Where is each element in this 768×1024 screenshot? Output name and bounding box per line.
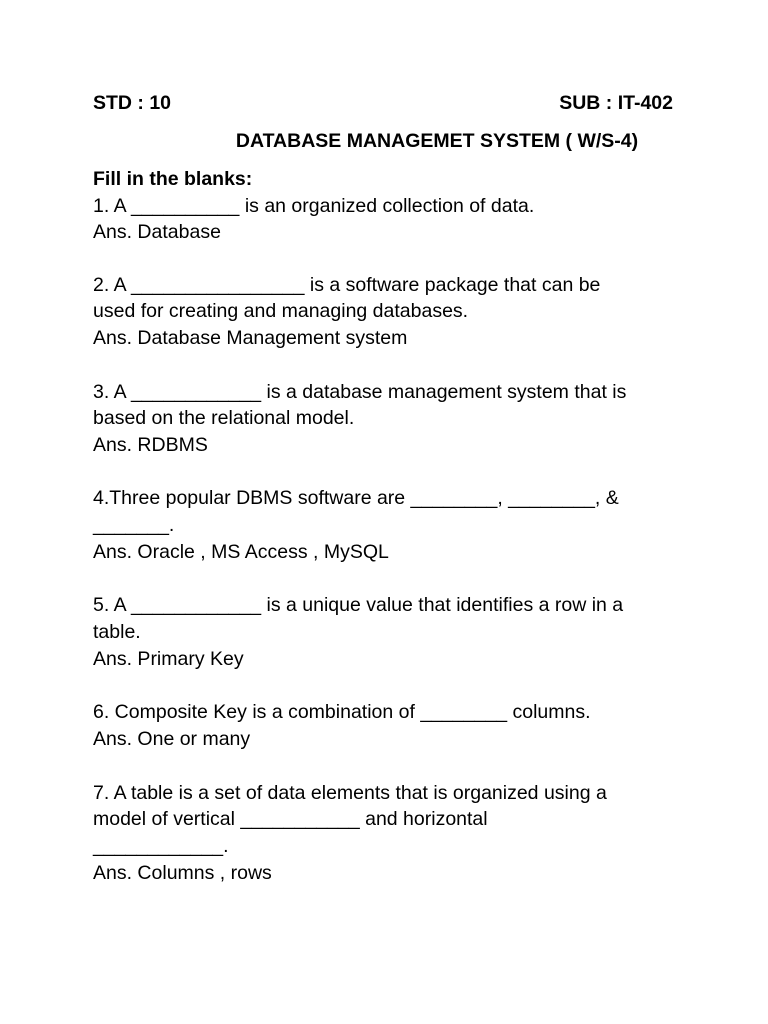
answer-1: Ans. Database	[93, 221, 221, 243]
question-1-line-1: 1. A __________ is an organized collection of data.	[93, 195, 535, 217]
answer-7: Ans. Columns , rows	[93, 862, 272, 884]
question-7-line-3: ____________.	[93, 835, 229, 857]
question-2-line-2: used for creating and managing databases.	[93, 300, 469, 322]
subject-label: SUB : IT-402	[559, 92, 673, 114]
question-5-line-1: 5. A ____________ is a unique value that identifies a row in a	[93, 594, 624, 616]
answer-5: Ans. Primary Key	[93, 648, 244, 670]
question-7-line-2: model of vertical ___________ and horizontal	[93, 808, 488, 830]
answer-3: Ans. RDBMS	[93, 434, 208, 456]
question-6-line-1: 6. Composite Key is a combination of ________ columns.	[93, 701, 591, 723]
answer-2: Ans. Database Management system	[93, 327, 408, 349]
answer-4: Ans. Oracle , MS Access , MySQL	[93, 541, 389, 563]
question-2-line-1: 2. A ________________ is a software package that can be	[93, 274, 601, 296]
question-4-line-2: _______.	[93, 514, 175, 536]
question-3-line-1: 3. A ____________ is a database management system that is	[93, 381, 627, 403]
question-3-line-2: based on the relational model.	[93, 407, 355, 429]
section-heading: Fill in the blanks:	[93, 168, 253, 190]
question-5-line-2: table.	[93, 621, 141, 643]
answer-6: Ans. One or many	[93, 728, 251, 750]
question-4-line-1: 4.Three popular DBMS software are ________, ________, &	[93, 487, 619, 509]
question-7-line-1: 7. A table is a set of data elements that is organized using a	[93, 782, 607, 804]
std-label: STD : 10	[93, 92, 172, 114]
worksheet-title: DATABASE MANAGEMET SYSTEM ( W/S-4)	[235, 130, 639, 152]
